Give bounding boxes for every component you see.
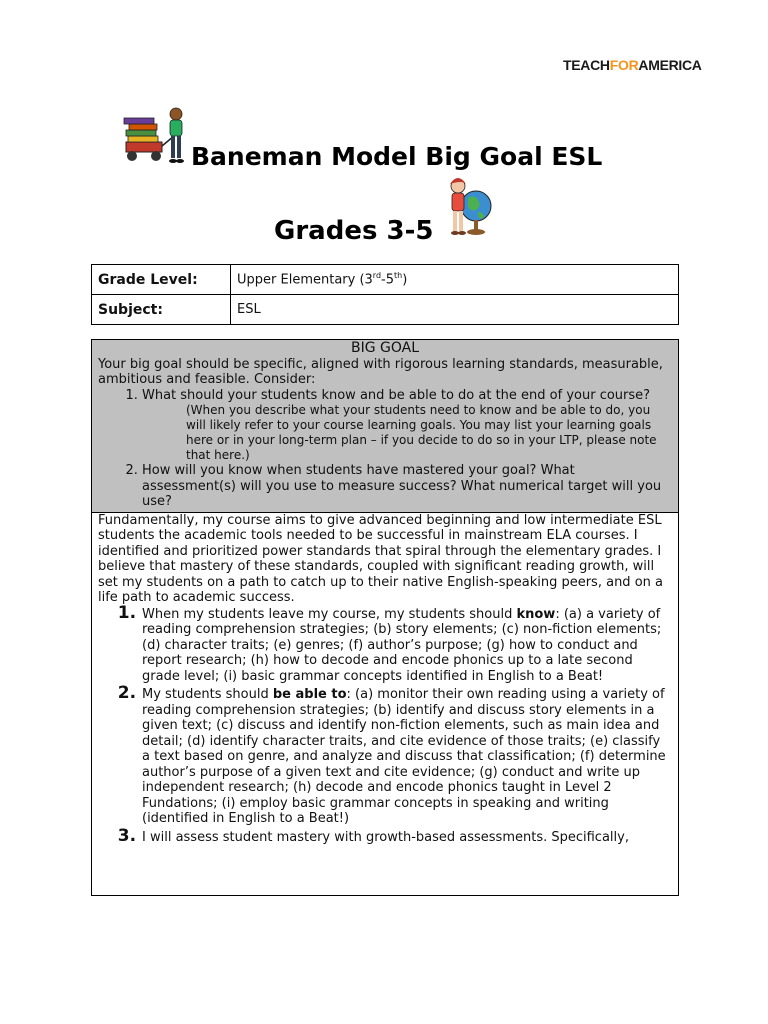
big-goal-note: (When you describe what your students need to know and be able to do, you will likely refer to your course learning goals. You may list your learning goals here or in your long-term plan – if you decide to do so in your LTP, please note that here.) <box>186 403 657 462</box>
big-goal-questions <box>98 388 672 510</box>
page-title: Baneman Model Big Goal ESL <box>191 142 603 171</box>
subject-value: ESL <box>231 295 679 325</box>
big-goal-question-2: 2. How will you know when students have mastered your goal? What assessment(s) will you use to measure success? What numerical target will you use? <box>142 463 672 510</box>
big-goal-heading: BIG GOAL <box>350 340 420 356</box>
body-list <box>98 606 672 848</box>
info-table <box>91 264 679 325</box>
body-item-know: 1. When my students leave my course, my students should know: (a) a variety of reading comprehension strategies; (b) story elements; (c) non-fiction elements; (d) character traits; (e) genres; (f) author’s purpose; (g) how to conduct and report research; (h) how to decode and encode phonics up to a late second grade level; (i) basic grammar concepts identified in English to a Beat! <box>142 606 672 687</box>
big-goal-intro: Your big goal should be specific, aligned with rigorous learning standards, measurable, ambitious and feasible. Consider: <box>98 356 663 387</box>
teach-for-america-logo: TEACHFORAMERICA <box>563 57 702 73</box>
grade-level-label: Grade Level: <box>92 265 231 295</box>
body-item-able-to: 2. My students should be able to: (a) monitor their own reading using a variety of reading comprehension strategies; (b) identify and discuss story elements in a given text; (c) discuss and identify non-fiction elements, such as main idea and detail; (d) identify character traits, and cite evidence of those traits; (e) classify a text based on genre, and analyze and discuss that classification; (f) determine author’s purpose of a given text and cite evidence; (g) conduct and write up independent research; (h) decode and encode phonics taught in Level 2 Fundations; (i) employ basic grammar concepts in speaking and writing (identified in English to a Beat!) <box>142 686 672 829</box>
big-goal-body <box>92 513 678 848</box>
big-goal-header <box>92 340 678 513</box>
big-goal-question-1: 1. What should your students know and be able to do at the end of your course? (When you describe what your students need to know and be able to do, you will likely refer to your course learning goals. You may list your learning goals here or in your long-term plan – if you decide to do so in your LTP, please note that here.) <box>142 388 672 464</box>
body-intro: Fundamentally, my course aims to give advanced beginning and low intermediate ESL students the academic tools needed to be successful in mainstream ELA courses. I identified and prioritized power standards that spiral through the elementary grades. I believe that mastery of these standards, coupled with significant reading growth, will set my students on a path to catch up to their native English-speaking peers, and on a life path to academic success. <box>98 512 663 605</box>
grade-level-row <box>92 265 679 295</box>
subject-label: Subject: <box>92 295 231 325</box>
page-subtitle: Grades 3-5 <box>274 216 434 246</box>
grade-level-value: Upper Elementary (3rd-5th) <box>231 265 679 295</box>
boy-with-wagon-clipart <box>120 106 192 168</box>
big-goal-box <box>91 339 679 896</box>
girl-with-globe-clipart <box>444 176 496 240</box>
body-item-assess: 3. I will assess student mastery with growth-based assessments. Specifically, <box>142 829 672 848</box>
subject-row <box>92 295 679 325</box>
